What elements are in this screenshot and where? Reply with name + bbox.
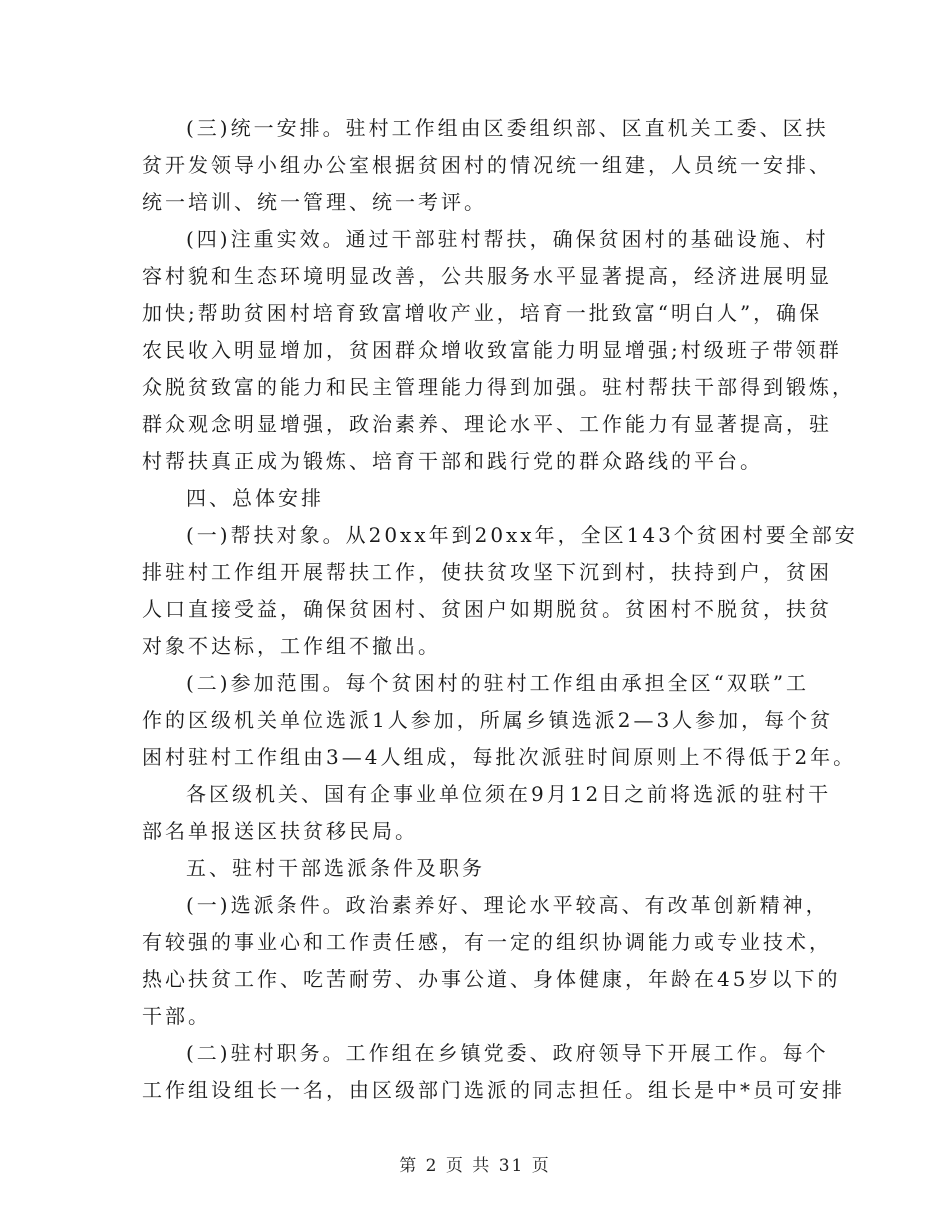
paragraph-line: 加快;帮助贫困村培育致富增收产业，培育一批致富“明白人”，确保 — [142, 301, 823, 325]
paragraph-line: 困村驻村工作组由3—4人组成，每批次派驻时间原则上不得低于2年。 — [142, 745, 857, 769]
paragraph-line: 容村貌和生态环境明显改善，公共服务水平显著提高，经济进展明显 — [142, 264, 832, 288]
paragraph-line: 干部。 — [142, 1004, 211, 1028]
paragraph-line: 人口直接受益，确保贫困村、贫困户如期脱贫。贫困村不脱贫，扶贫 — [142, 597, 832, 621]
paragraph-line: (一)帮扶对象。从20xx年到20xx年，全区143个贫困村要全部安 — [186, 523, 858, 547]
paragraph-line: 农民收入明显增加，贫困群众增收致富能力明显增强;村级班子带领群 — [142, 338, 842, 362]
section-heading: 四、总体安排 — [186, 486, 324, 510]
paragraph-line: 热心扶贫工作、吃苦耐劳、办事公道、身体健康，年龄在45岁以下的 — [142, 967, 841, 991]
paragraph-line: (三)统一安排。驻村工作组由区委组织部、区直机关工委、区扶 — [186, 116, 829, 140]
document-body — [142, 110, 858, 1109]
paragraph-line: 对象不达标，工作组不撤出。 — [142, 634, 441, 658]
paragraph-line: 有较强的事业心和工作责任感，有一定的组织协调能力或专业技术， — [142, 930, 832, 954]
paragraph-line: 贫开发领导小组办公室根据贫困村的情况统一组建，人员统一安排、 — [142, 153, 832, 177]
paragraph-line: (二)参加范围。每个贫困村的驻村工作组由承担全区“双联”工 — [186, 671, 810, 695]
paragraph-line: (二)驻村职务。工作组在乡镇党委、政府领导下开展工作。每个 — [186, 1041, 829, 1065]
paragraph-line: 作的区级机关单位选派1人参加，所属乡镇选派2—3人参加，每个贫 — [142, 708, 834, 732]
paragraph-line: 排驻村工作组开展帮扶工作，使扶贫攻坚下沉到村，扶持到户，贫困 — [142, 560, 832, 584]
paragraph-line: 群众观念明显增强，政治素养、理论水平、工作能力有显著提高，驻 — [142, 412, 832, 436]
paragraph-line: 工作组设组长一名，由区级部门选派的同志担任。组长是中*员可安排 — [142, 1078, 845, 1102]
paragraph-line: 众脱贫致富的能力和民主管理能力得到加强。驻村帮扶干部得到锻炼， — [142, 375, 855, 399]
page-number-footer: 第 2 页 共 31 页 — [399, 1156, 551, 1176]
paragraph-line: (四)注重实效。通过干部驻村帮扶，确保贫困村的基础设施、村 — [186, 227, 829, 251]
paragraph-line: (一)选派条件。政治素养好、理论水平较高、有改革创新精神， — [186, 893, 829, 917]
paragraph-line: 统一培训、统一管理、统一考评。 — [142, 190, 487, 214]
paragraph-line: 村帮扶真正成为锻炼、培育干部和践行党的群众路线的平台。 — [142, 449, 763, 473]
section-heading: 五、驻村干部选派条件及职务 — [186, 856, 485, 880]
paragraph-line: 部名单报送区扶贫移民局。 — [142, 819, 418, 843]
paragraph-line: 各区级机关、国有企事业单位须在9月12日之前将选派的驻村干 — [186, 782, 832, 806]
